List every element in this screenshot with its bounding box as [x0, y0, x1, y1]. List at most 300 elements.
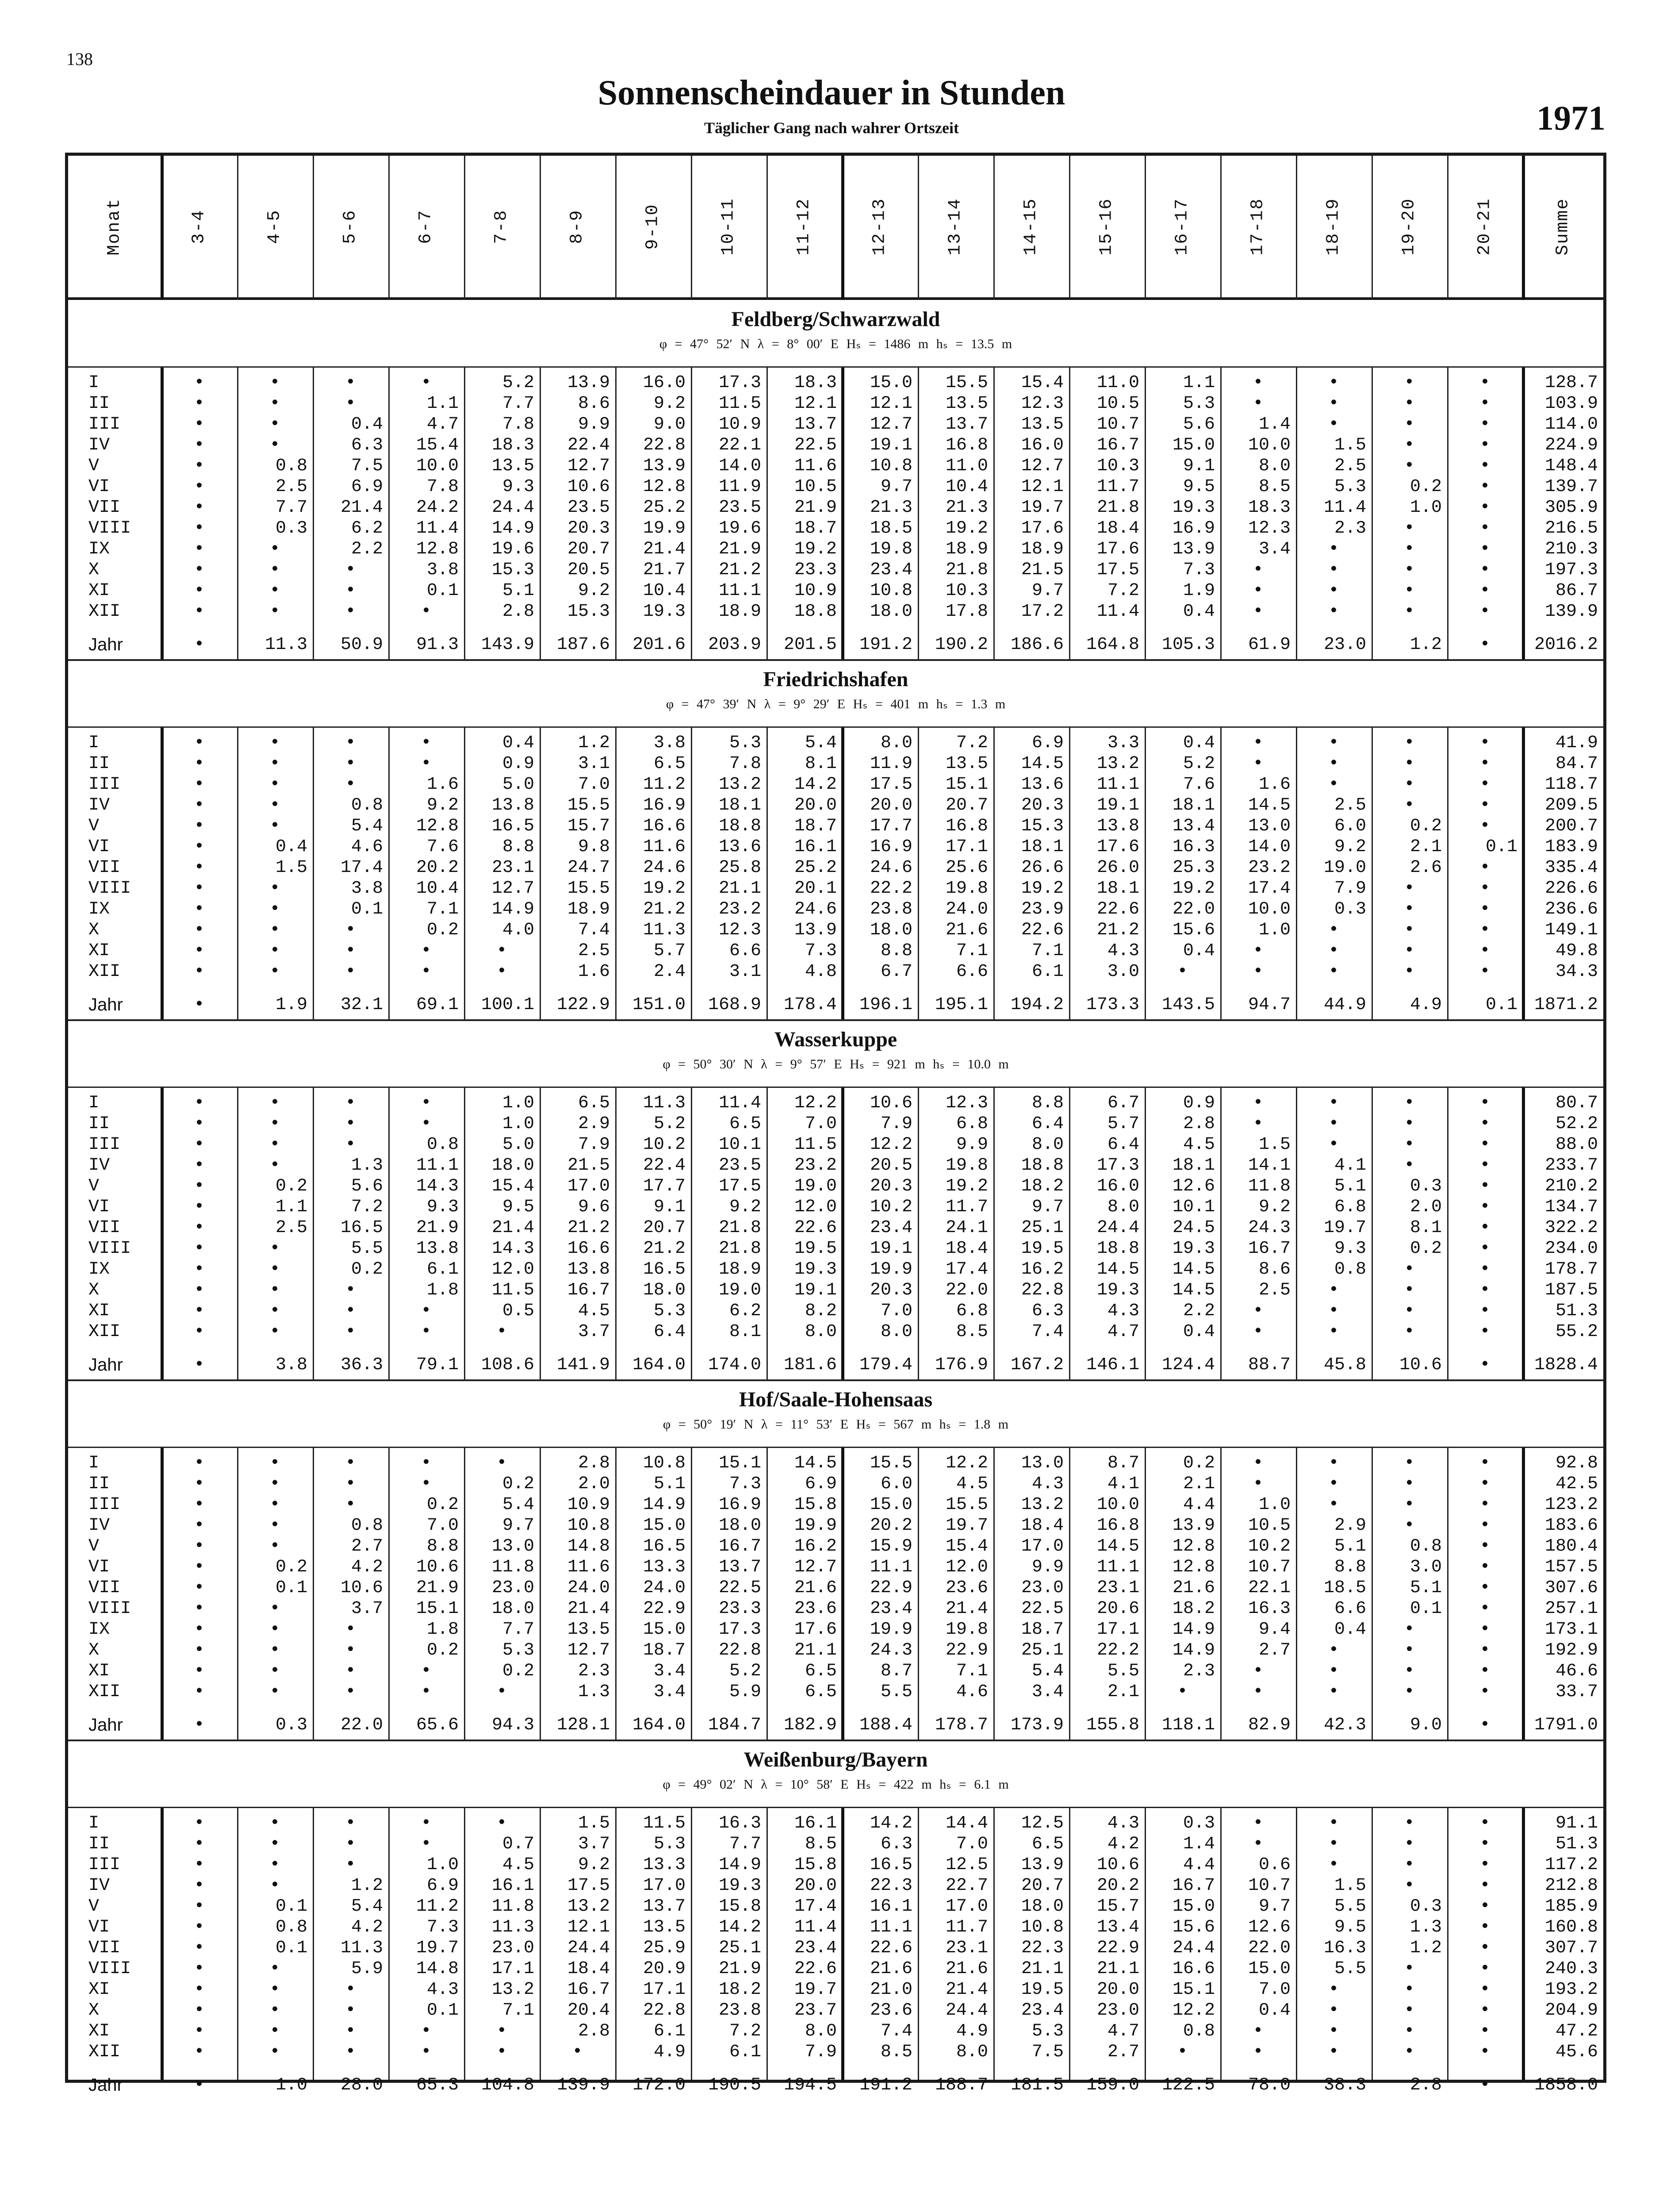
hour-value: 13.5 — [1021, 415, 1064, 434]
hour-value: 23.0 — [1021, 1578, 1064, 1598]
header-hour-col — [1145, 156, 1220, 297]
hour-value: 9.2 — [1334, 837, 1366, 857]
table-row — [68, 1134, 1603, 1155]
empty-marker: • — [1404, 1495, 1415, 1515]
hour-value: 16.3 — [1248, 1599, 1291, 1619]
empty-marker: • — [1479, 1176, 1491, 1196]
hour-value: 13.5 — [643, 1917, 686, 1937]
hour-value: 11.3 — [491, 1917, 534, 1937]
hour-value: 11.4 — [1323, 498, 1366, 518]
hour-value: 164.8 — [1086, 635, 1139, 655]
empty-marker: • — [421, 1322, 432, 1342]
hour-value: 16.3 — [1323, 1938, 1366, 1958]
hour-value: 21.4 — [340, 498, 383, 518]
hour-value: 155.8 — [1086, 1715, 1139, 1735]
month-label: VI — [88, 837, 110, 857]
empty-marker: • — [1253, 2042, 1264, 2062]
header-label: Summe — [1553, 197, 1573, 256]
hour-value: 201.6 — [632, 635, 686, 655]
hour-value: 19.5 — [1021, 1239, 1064, 1259]
hour-value: 4.1 — [1334, 1156, 1366, 1175]
empty-marker: • — [194, 560, 205, 580]
hour-value: 15.3 — [567, 602, 610, 622]
hour-value: 20.0 — [1096, 1980, 1139, 2000]
empty-marker: • — [1253, 733, 1264, 753]
empty-marker: • — [421, 1661, 432, 1681]
empty-marker: • — [345, 920, 356, 940]
empty-marker: • — [1404, 962, 1415, 982]
hour-value: 190.5 — [708, 2075, 761, 2095]
hour-value: 1.2 — [1410, 1938, 1442, 1958]
hour-value: 21.4 — [945, 1599, 988, 1619]
empty-marker: • — [269, 1855, 280, 1875]
hour-value: 7.0 — [880, 1301, 912, 1321]
empty-marker: • — [421, 754, 432, 774]
empty-marker: • — [194, 1176, 205, 1196]
hour-value: 1.3 — [578, 1682, 610, 1702]
hour-value: 3.7 — [578, 1322, 610, 1342]
hour-value: 0.4 — [1183, 733, 1215, 753]
hour-value: 11.5 — [643, 1813, 686, 1833]
hour-value: 21.1 — [794, 1640, 837, 1660]
hour-value: 16.5 — [340, 1218, 383, 1238]
month-label: V — [88, 1536, 100, 1556]
hour-value: 13.2 — [491, 1980, 534, 2000]
empty-marker: • — [1479, 1156, 1491, 1175]
hour-value: 4.2 — [1107, 1834, 1139, 1854]
hour-value: 22.9 — [870, 1578, 912, 1598]
hour-value: 7.1 — [956, 1661, 988, 1681]
hour-value: 24.2 — [416, 498, 459, 518]
hour-value: 28.0 — [340, 2075, 383, 2095]
sum-cell: 226.6 — [1544, 879, 1598, 899]
hour-value: 12.1 — [870, 394, 912, 414]
hour-value: 5.1 — [1334, 1536, 1366, 1556]
empty-marker: • — [194, 754, 205, 774]
hour-value: 1.6 — [1258, 775, 1291, 795]
empty-marker: • — [194, 1093, 205, 1113]
hour-value: 4.3 — [1031, 1474, 1064, 1494]
table-row — [68, 1979, 1603, 2000]
hour-value: 6.0 — [880, 1474, 912, 1494]
hour-value: 181.5 — [1010, 2075, 1064, 2095]
hour-value: 20.2 — [1096, 1876, 1139, 1896]
empty-marker: • — [1253, 1474, 1264, 1494]
hour-value: 2.8 — [578, 1453, 610, 1473]
empty-marker: • — [1479, 373, 1491, 393]
empty-marker: • — [269, 373, 280, 393]
hour-value: 0.6 — [1258, 1855, 1291, 1875]
empty-marker: • — [1328, 754, 1339, 774]
hour-value: 15.3 — [491, 560, 534, 580]
empty-marker: • — [1479, 1135, 1491, 1155]
empty-marker: • — [345, 754, 356, 774]
month-label: Jahr — [88, 995, 123, 1014]
hour-value: 13.9 — [1172, 1516, 1215, 1536]
empty-marker: • — [194, 1114, 205, 1134]
month-label: X — [88, 1640, 100, 1660]
hour-value: 0.4 — [1183, 1322, 1215, 1342]
hour-value: 0.1 — [1485, 837, 1517, 857]
empty-marker: • — [1328, 1093, 1339, 1113]
station-name: Weißenburg/Bayern — [743, 1748, 928, 1771]
empty-marker: • — [1253, 2021, 1264, 2041]
hour-value: 16.0 — [1021, 435, 1064, 455]
header-hour-col — [1296, 156, 1372, 297]
hour-value: 1.8 — [426, 1620, 459, 1640]
hour-value: 7.1 — [502, 2001, 534, 2020]
hour-value: 1.0 — [275, 2075, 307, 2095]
hour-value: 22.5 — [1021, 1599, 1064, 1619]
hour-value: 6.5 — [805, 1682, 837, 1702]
empty-marker: • — [194, 1834, 205, 1854]
hour-value: 9.7 — [1258, 1897, 1291, 1916]
hour-value: 15.0 — [1248, 1959, 1291, 1979]
hour-value: 13.8 — [1096, 816, 1139, 836]
hour-value: 6.9 — [805, 1474, 837, 1494]
hour-value: 14.9 — [643, 1495, 686, 1515]
hour-value: 13.7 — [945, 415, 988, 434]
empty-marker: • — [345, 1980, 356, 2000]
hour-value: 178.7 — [935, 1715, 988, 1735]
empty-marker: • — [194, 1917, 205, 1937]
hour-value: 10.7 — [1096, 415, 1139, 434]
hour-value: 19.9 — [794, 1516, 837, 1536]
empty-marker: • — [269, 1156, 280, 1175]
empty-marker: • — [1479, 1661, 1491, 1681]
empty-marker: • — [345, 1474, 356, 1494]
hour-value: 21.9 — [718, 539, 761, 559]
hour-value: 19.1 — [794, 1280, 837, 1300]
hour-value: 196.1 — [859, 995, 912, 1015]
hour-value: 108.6 — [481, 1355, 534, 1375]
sum-cell: 1871.2 — [1534, 995, 1598, 1015]
empty-marker: • — [1328, 1834, 1339, 1854]
month-label: III — [88, 1855, 121, 1875]
sum-cell: 118.7 — [1544, 775, 1598, 795]
hour-value: 24.0 — [945, 899, 988, 919]
empty-marker: • — [1479, 1557, 1491, 1577]
empty-marker: • — [269, 1834, 280, 1854]
hour-value: 5.3 — [653, 1301, 686, 1321]
hour-value: 6.4 — [1107, 1135, 1139, 1155]
empty-marker: • — [1479, 1980, 1491, 2000]
hour-value: 5.4 — [351, 816, 383, 836]
empty-marker: • — [421, 1813, 432, 1833]
hour-value: 17.5 — [870, 775, 912, 795]
month-label: VII — [88, 858, 121, 878]
hour-value: 19.3 — [1172, 1239, 1215, 1259]
table-row — [68, 2042, 1603, 2062]
hour-value: 20.1 — [794, 879, 837, 899]
hour-value: 21.4 — [567, 1599, 610, 1619]
hour-value: 16.7 — [1172, 1876, 1215, 1896]
empty-marker: • — [269, 941, 280, 961]
hour-value: 4.6 — [956, 1682, 988, 1702]
empty-marker: • — [1253, 1114, 1264, 1134]
hour-value: 12.8 — [1172, 1536, 1215, 1556]
data-table — [65, 153, 1606, 2095]
hour-value: 5.6 — [351, 1176, 383, 1196]
empty-marker: • — [269, 2042, 280, 2062]
hour-value: 16.5 — [643, 1260, 686, 1279]
empty-marker: • — [1253, 373, 1264, 393]
empty-marker: • — [1479, 2021, 1491, 2041]
hour-value: 1.0 — [502, 1114, 534, 1134]
hour-value: 5.5 — [351, 1239, 383, 1259]
hour-value: 5.5 — [1107, 1661, 1139, 1681]
month-label: II — [88, 394, 110, 414]
hour-value: 2.4 — [653, 962, 686, 982]
empty-marker: • — [421, 373, 432, 393]
hour-value: 22.3 — [1021, 1938, 1064, 1958]
empty-marker: • — [1404, 1516, 1415, 1536]
hour-value: 2.6 — [1410, 858, 1442, 878]
hour-value: 21.9 — [794, 498, 837, 518]
hour-value: 13.9 — [1021, 1855, 1064, 1875]
hour-value: 173.9 — [1010, 1715, 1064, 1735]
hour-value: 7.9 — [805, 2042, 837, 2062]
hour-value: 15.5 — [567, 795, 610, 815]
hour-value: 5.1 — [1410, 1578, 1442, 1598]
header-label: 10-11 — [719, 197, 739, 256]
hour-value: 16.9 — [718, 1495, 761, 1515]
hour-value: 20.7 — [643, 1218, 686, 1238]
hour-value: 4.8 — [805, 962, 837, 982]
sum-cell: 209.5 — [1544, 795, 1598, 815]
hour-value: 22.6 — [1021, 920, 1064, 940]
hour-value: 14.5 — [1096, 1260, 1139, 1279]
empty-marker: • — [194, 1661, 205, 1681]
month-label: Jahr — [88, 1355, 123, 1375]
empty-marker: • — [269, 394, 280, 414]
hour-value: 7.5 — [351, 456, 383, 476]
hour-value: 7.8 — [502, 415, 534, 434]
hour-value: 24.4 — [491, 498, 534, 518]
hour-value: 6.3 — [351, 435, 383, 455]
empty-marker: • — [269, 1682, 280, 1702]
empty-marker: • — [269, 795, 280, 815]
hour-value: 21.2 — [718, 560, 761, 580]
hour-value: 20.2 — [870, 1516, 912, 1536]
empty-marker: • — [1328, 2021, 1339, 2041]
hour-value: 15.0 — [643, 1620, 686, 1640]
empty-marker: • — [194, 995, 205, 1015]
hour-value: 0.4 — [351, 415, 383, 434]
empty-marker: • — [1479, 477, 1491, 497]
empty-marker: • — [194, 1453, 205, 1473]
hour-value: 17.4 — [794, 1897, 837, 1916]
sum-cell: 49.8 — [1555, 941, 1598, 961]
hour-value: 16.8 — [945, 816, 988, 836]
hour-value: 174.0 — [708, 1355, 761, 1375]
month-label: I — [88, 1453, 100, 1473]
hour-value: 8.0 — [880, 1322, 912, 1342]
year-total-row — [68, 1355, 1603, 1375]
hour-value: 184.7 — [708, 1715, 761, 1735]
hour-value: 3.4 — [653, 1682, 686, 1702]
hour-value: 20.6 — [1096, 1599, 1139, 1619]
hour-value: 17.6 — [1096, 837, 1139, 857]
hour-value: 18.4 — [945, 1239, 988, 1259]
hour-value: 14.2 — [870, 1813, 912, 1833]
empty-marker: • — [345, 1453, 356, 1473]
empty-marker: • — [194, 1301, 205, 1321]
hour-value: 9.7 — [1031, 1197, 1064, 1217]
empty-marker: • — [1404, 394, 1415, 414]
empty-marker: • — [1404, 1301, 1415, 1321]
empty-marker: • — [269, 754, 280, 774]
hour-value: 5.5 — [1334, 1897, 1366, 1916]
header-label: 8-9 — [567, 209, 587, 244]
hour-value: 5.3 — [1183, 394, 1215, 414]
hour-value: 0.4 — [1183, 941, 1215, 961]
hour-value: 21.5 — [567, 1156, 610, 1175]
empty-marker: • — [1328, 920, 1339, 940]
hour-value: 17.5 — [567, 1876, 610, 1896]
empty-marker: • — [269, 1135, 280, 1155]
empty-marker: • — [1253, 1093, 1264, 1113]
sum-cell: 128.7 — [1544, 373, 1598, 393]
empty-marker: • — [1404, 456, 1415, 476]
hour-value: 8.8 — [502, 837, 534, 857]
empty-marker: • — [269, 1453, 280, 1473]
header-hour-col — [388, 156, 464, 297]
empty-marker: • — [345, 1093, 356, 1113]
empty-marker: • — [1328, 733, 1339, 753]
hour-value: 17.1 — [643, 1980, 686, 2000]
hour-value: 1.2 — [1410, 635, 1442, 655]
empty-marker: • — [345, 373, 356, 393]
empty-marker: • — [1479, 1218, 1491, 1238]
table-row — [68, 1515, 1603, 1536]
empty-marker: • — [269, 539, 280, 559]
empty-marker: • — [1404, 1876, 1415, 1896]
sum-cell: 41.9 — [1555, 733, 1598, 753]
hour-value: 11.2 — [643, 775, 686, 795]
hour-value: 19.2 — [1172, 879, 1215, 899]
hour-value: 18.2 — [1021, 1176, 1064, 1196]
hour-value: 187.6 — [556, 635, 610, 655]
hour-value: 12.8 — [416, 539, 459, 559]
empty-marker: • — [194, 733, 205, 753]
hour-value: 24.3 — [1248, 1218, 1291, 1238]
empty-marker: • — [345, 941, 356, 961]
table-row — [68, 1578, 1603, 1598]
empty-marker: • — [1404, 795, 1415, 815]
hour-value: 19.7 — [945, 1516, 988, 1536]
hour-value: 22.8 — [643, 435, 686, 455]
hour-value: 12.0 — [491, 1260, 534, 1279]
header-hour-col — [161, 156, 237, 297]
hour-value: 21.3 — [870, 498, 912, 518]
hour-value: 0.2 — [426, 1495, 459, 1515]
empty-marker: • — [1479, 1897, 1491, 1916]
hour-value: 12.8 — [1172, 1557, 1215, 1577]
hour-value: 10.0 — [1248, 435, 1291, 455]
hour-value: 1.0 — [1410, 498, 1442, 518]
empty-marker: • — [1479, 1620, 1491, 1640]
hour-value: 15.0 — [1172, 1897, 1215, 1916]
sum-cell: 307.7 — [1544, 1938, 1598, 1958]
empty-marker: • — [194, 2075, 205, 2095]
hour-value: 9.3 — [502, 477, 534, 497]
hour-value: 0.8 — [1183, 2021, 1215, 2041]
hour-value: 9.9 — [578, 415, 610, 434]
hour-value: 159.0 — [1086, 2075, 1139, 2095]
hour-value: 17.2 — [1021, 602, 1064, 622]
table-header — [68, 156, 1603, 300]
hour-value: 42.3 — [1323, 1715, 1366, 1735]
empty-marker: • — [1404, 1135, 1415, 1155]
header-hour-col — [918, 156, 993, 297]
hour-value: 10.6 — [1096, 1855, 1139, 1875]
sum-cell: 52.2 — [1555, 1114, 1598, 1134]
hour-value: 22.5 — [794, 435, 837, 455]
month-label: VIII — [88, 1599, 131, 1619]
hour-value: 1.5 — [275, 858, 307, 878]
hour-value: 14.3 — [491, 1239, 534, 1259]
empty-marker: • — [1479, 415, 1491, 434]
empty-marker: • — [269, 1301, 280, 1321]
hour-value: 16.0 — [643, 373, 686, 393]
hour-value: 18.0 — [491, 1599, 534, 1619]
hour-value: 20.5 — [870, 1156, 912, 1175]
month-label: IV — [88, 1876, 110, 1896]
sum-cell: 257.1 — [1544, 1599, 1598, 1619]
hour-value: 4.2 — [351, 1557, 383, 1577]
hour-value: 17.4 — [945, 1260, 988, 1279]
hour-value: 0.2 — [351, 1260, 383, 1279]
hour-value: 16.7 — [1096, 435, 1139, 455]
hour-value: 10.4 — [945, 477, 988, 497]
empty-marker: • — [269, 1239, 280, 1259]
empty-marker: • — [1253, 394, 1264, 414]
hour-value: 20.9 — [643, 1959, 686, 1979]
empty-marker: • — [194, 394, 205, 414]
hour-value: 143.5 — [1161, 995, 1215, 1015]
hour-value: 0.4 — [275, 837, 307, 857]
empty-marker: • — [1404, 518, 1415, 538]
hour-value: 22.2 — [870, 879, 912, 899]
hour-value: 4.3 — [1107, 941, 1139, 961]
hour-value: 13.4 — [1172, 816, 1215, 836]
hour-value: 0.1 — [1485, 995, 1517, 1015]
station-name: Feldberg/Schwarzwald — [731, 307, 940, 331]
hour-value: 21.7 — [643, 560, 686, 580]
hour-value: 21.9 — [416, 1578, 459, 1598]
hour-value: 8.6 — [1258, 1260, 1291, 1279]
hour-value: 9.7 — [880, 477, 912, 497]
station-coordinates: φ = 47° 39′ N λ = 9° 29′ E Hₛ = 401 m hₛ = 1.3 m — [666, 697, 1006, 711]
empty-marker: • — [194, 1239, 205, 1259]
empty-marker: • — [1404, 435, 1415, 455]
hour-value: 7.7 — [502, 394, 534, 414]
empty-marker: • — [345, 1640, 356, 1660]
empty-marker: • — [1404, 1260, 1415, 1279]
month-label: IX — [88, 1620, 110, 1640]
hour-value: 4.4 — [1183, 1855, 1215, 1875]
hour-value: 94.7 — [1248, 995, 1291, 1015]
hour-value: 3.4 — [1031, 1682, 1064, 1702]
hour-value: 194.5 — [783, 2075, 837, 2095]
empty-marker: • — [345, 1135, 356, 1155]
hour-value: 9.2 — [1258, 1197, 1291, 1217]
hour-value: 13.0 — [1021, 1453, 1064, 1473]
hour-value: 5.1 — [1334, 1176, 1366, 1196]
hour-value: 0.2 — [1410, 816, 1442, 836]
hour-value: 5.3 — [1334, 477, 1366, 497]
